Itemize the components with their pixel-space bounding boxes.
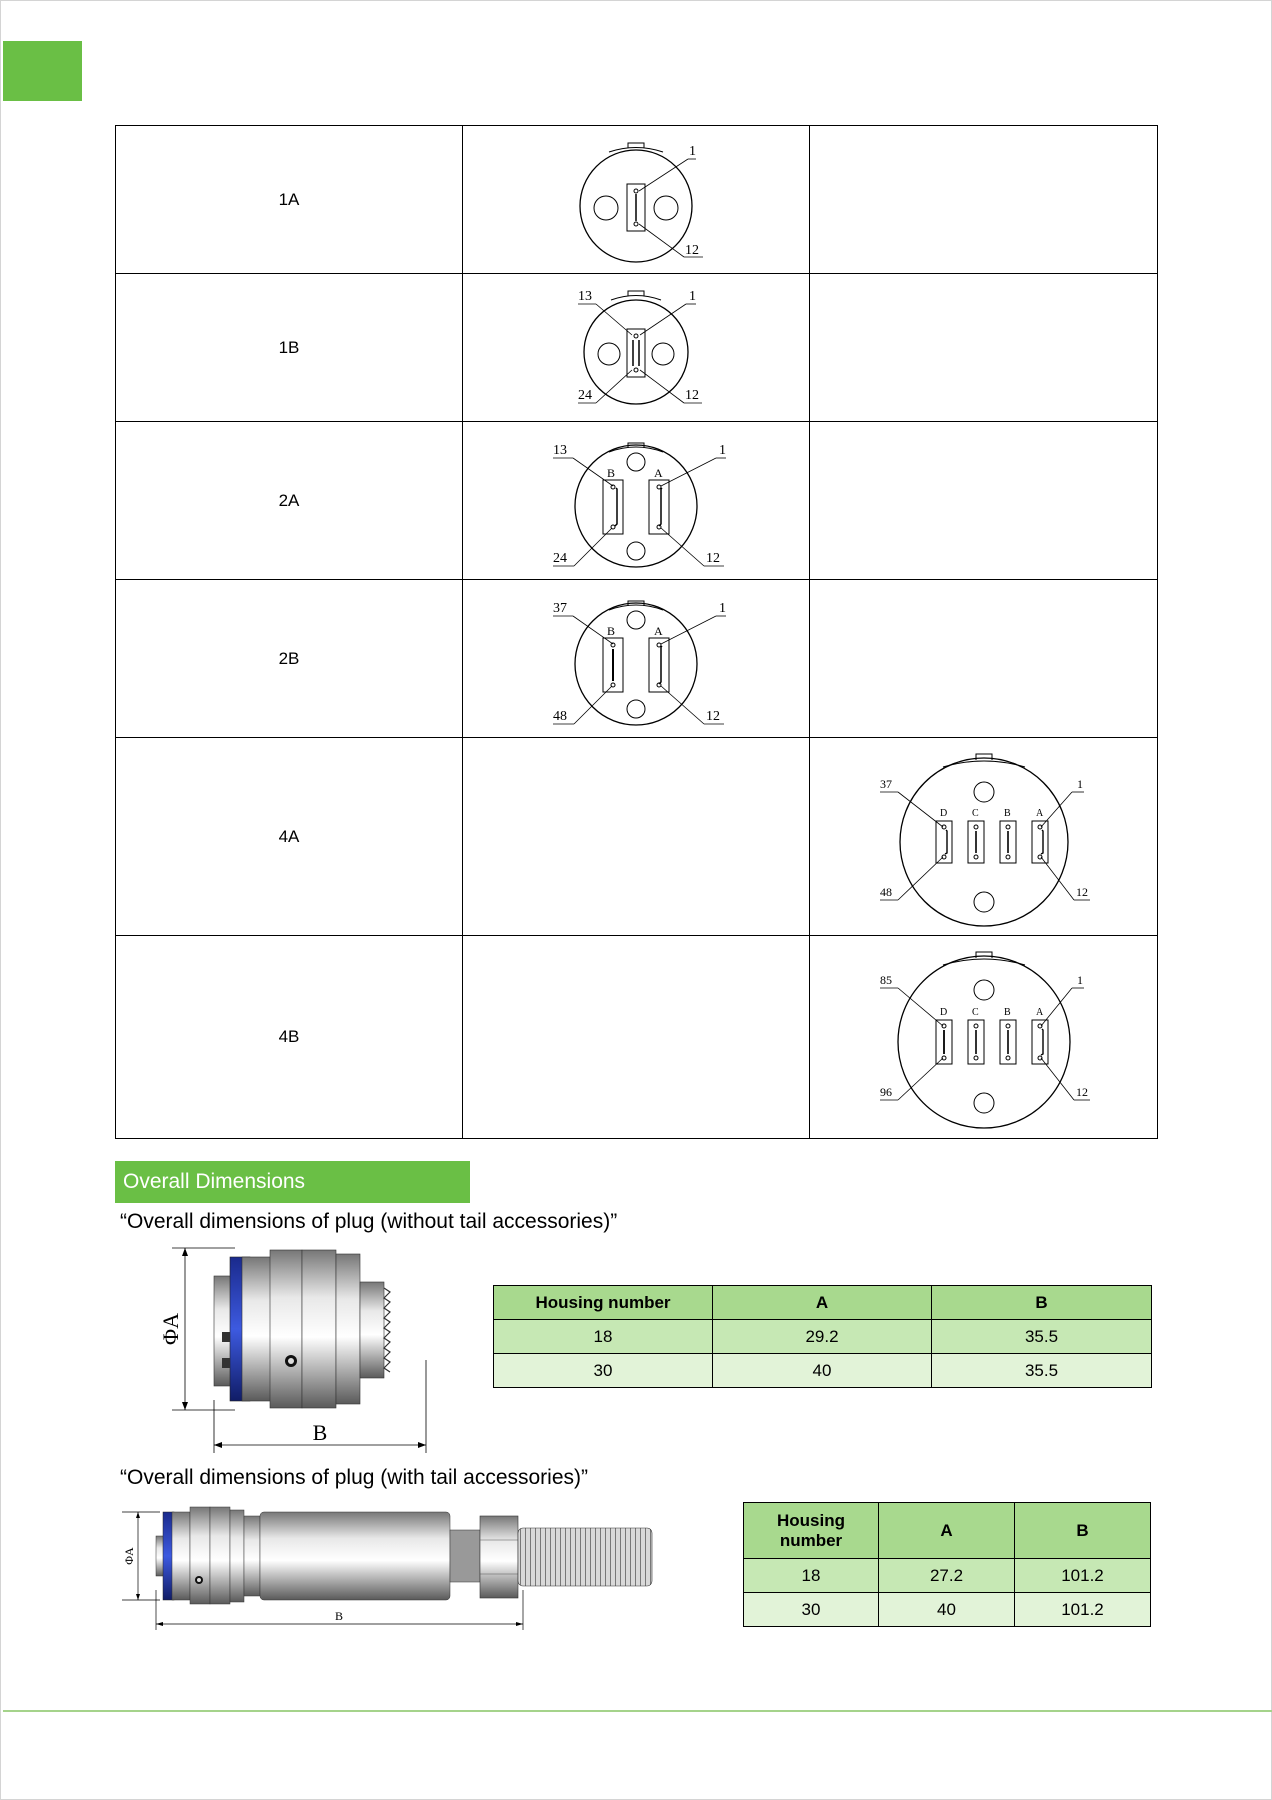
- column-header: Housing number: [494, 1286, 713, 1320]
- layout-diagram-2a: [516, 426, 756, 576]
- module-letter: B: [1003, 807, 1011, 819]
- caption-plug-without-tail: “Overall dimensions of plug (without tail accessories)”: [120, 1210, 618, 1233]
- pin-label: 48: [879, 884, 892, 899]
- table-cell: 18: [744, 1559, 879, 1593]
- dimension-label: ΦA: [122, 1547, 136, 1565]
- table-row: [116, 422, 1158, 580]
- section-title: Overall Dimensions: [115, 1161, 470, 1203]
- pin-label: 96: [879, 1084, 892, 1099]
- layout-diagram-cell: [463, 274, 810, 422]
- pin-label: 12: [685, 387, 699, 403]
- pin-label: 1: [1076, 776, 1083, 791]
- table-cell: 40: [879, 1593, 1015, 1627]
- module-letter: A: [1035, 807, 1043, 819]
- empty-cell: [810, 422, 1158, 580]
- table-cell: 101.2: [1015, 1593, 1151, 1627]
- pin-label: 12: [706, 550, 720, 566]
- dimension-table-with-tail: [743, 1502, 1151, 1627]
- layout-code: 4A: [116, 738, 463, 936]
- layout-diagram-4a: [864, 742, 1104, 932]
- pin-label: 1: [1076, 972, 1083, 987]
- table-cell: 101.2: [1015, 1559, 1151, 1593]
- dimension-label: B: [312, 1420, 328, 1445]
- column-header: Housing number: [744, 1503, 879, 1559]
- footer-divider: [3, 1710, 1272, 1712]
- table-cell: 40: [713, 1354, 932, 1388]
- layout-code: 2B: [116, 580, 463, 738]
- module-letter: A: [654, 465, 663, 480]
- layout-diagram-cell: [810, 738, 1158, 936]
- module-letter: C: [971, 807, 979, 819]
- pin-label: 85: [879, 972, 892, 987]
- layout-diagram-cell: [810, 936, 1158, 1139]
- pin-label: 1: [719, 600, 726, 616]
- table-cell: 30: [744, 1593, 879, 1627]
- empty-cell: [810, 274, 1158, 422]
- layout-diagram-4b: [864, 940, 1104, 1135]
- layout-code: 4B: [116, 936, 463, 1139]
- table-cell: 29.2: [713, 1320, 932, 1354]
- column-header: B: [1015, 1503, 1151, 1559]
- table-cell: 35.5: [932, 1320, 1152, 1354]
- module-letter: D: [939, 807, 947, 819]
- column-header: B: [932, 1286, 1152, 1320]
- plug-without-tail-image: [150, 1240, 440, 1460]
- module-letter: B: [1003, 1006, 1011, 1018]
- empty-cell: [463, 738, 810, 936]
- caption-plug-with-tail: “Overall dimensions of plug (with tail accessories)”: [120, 1466, 588, 1489]
- empty-cell: [810, 580, 1158, 738]
- layout-code: 1B: [116, 274, 463, 422]
- pin-label: 12: [1075, 1084, 1088, 1099]
- table-row: [744, 1593, 1151, 1627]
- module-letter: A: [654, 623, 663, 638]
- table-cell: 27.2: [879, 1559, 1015, 1593]
- dimension-label: B: [334, 1609, 344, 1623]
- module-letter: D: [939, 1006, 947, 1018]
- layout-code: 2A: [116, 422, 463, 580]
- module-letter: C: [971, 1006, 979, 1018]
- layout-code: 1A: [116, 126, 463, 274]
- pin-label: 37: [553, 600, 567, 616]
- pin-label: 12: [685, 242, 699, 258]
- column-header: A: [879, 1503, 1015, 1559]
- pin-label: 1: [689, 143, 696, 159]
- pin-label: 48: [553, 708, 567, 724]
- table-cell: 35.5: [932, 1354, 1152, 1388]
- pin-label: 37: [879, 776, 892, 791]
- module-letter: B: [607, 623, 616, 638]
- column-header: A: [713, 1286, 932, 1320]
- empty-cell: [463, 936, 810, 1139]
- pin-label: 24: [578, 387, 592, 403]
- table-row: [116, 126, 1158, 274]
- pin-label: 1: [689, 288, 696, 304]
- pin-label: 24: [553, 550, 567, 566]
- dimension-table-without-tail: [493, 1285, 1152, 1388]
- pin-label: 13: [578, 288, 592, 304]
- layout-diagram-cell: [463, 126, 810, 274]
- table-cell: 18: [494, 1320, 713, 1354]
- empty-cell: [810, 126, 1158, 274]
- table-row: [116, 936, 1158, 1139]
- table-row: [494, 1354, 1152, 1388]
- pin-label: 12: [706, 708, 720, 724]
- pin-label: 13: [553, 442, 567, 458]
- layout-diagram-1a: [536, 130, 736, 270]
- table-row: [494, 1320, 1152, 1354]
- table-row: [116, 738, 1158, 936]
- module-letter: B: [607, 465, 616, 480]
- module-letter: A: [1035, 1006, 1043, 1018]
- header-accent-tab: [3, 41, 82, 101]
- layout-diagram-cell: [463, 422, 810, 580]
- table-row: [116, 274, 1158, 422]
- contact-layout-table: [115, 125, 1158, 1139]
- pin-label: 12: [1075, 884, 1088, 899]
- layout-diagram-2b: [516, 584, 756, 734]
- table-row: [744, 1559, 1151, 1593]
- table-row: [116, 580, 1158, 738]
- pin-label: 1: [719, 442, 726, 458]
- layout-diagram-1b: [536, 278, 736, 418]
- plug-with-tail-image: [120, 1500, 690, 1635]
- dimension-label: ΦA: [158, 1313, 183, 1345]
- table-cell: 30: [494, 1354, 713, 1388]
- layout-diagram-cell: [463, 580, 810, 738]
